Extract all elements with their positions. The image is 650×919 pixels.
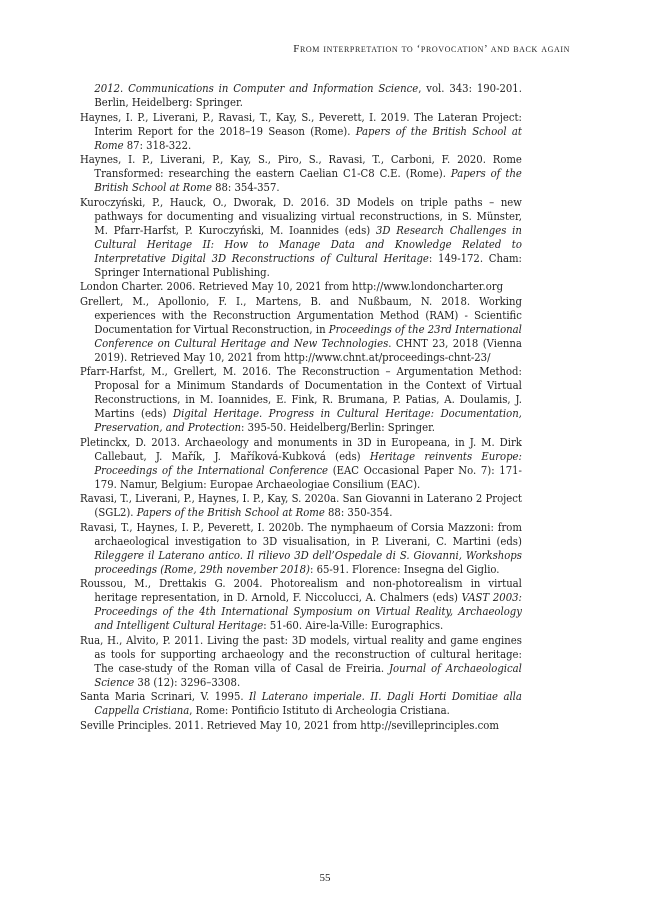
reference-entry (80, 521, 522, 577)
reference-title-italic: Il Laterano imperiale. II. Dagli Horti Domitiae alla Cappella Cristiana (94, 690, 522, 717)
reference-title-italic: Rileggere il Laterano antico. Il rilievo 3D dell’Ospedale di S. Giovanni, Workshops proceedings (Rome, 29th november 2018) (94, 548, 522, 576)
reference-entry (80, 111, 522, 153)
reference-entry (80, 634, 522, 690)
reference-title-italic: VAST 2003: Proceedings of the 4th International Symposium on Virtual Reality, Archaeology and Intelligent Cultural Heritage (94, 591, 522, 632)
reference-title-italic: Papers of the British School at Rome (94, 124, 522, 152)
reference-title-italic: Proceedings of the 23rd International Conference on Cultural Heritage and New Technologies (94, 322, 522, 350)
reference-text: : 65-91. Florence: Insegna del Giglio. (309, 562, 500, 576)
reference-text: Roussou, M., Drettakis G. 2004. Photorealism and non-photorealism in virtual heritage representation, in D. Arnold, F. Niccolucci, A. Chalmers (eds) (80, 577, 522, 604)
reference-text: 88: 350-354. (324, 506, 393, 519)
reference-title-italic: Heritage reinvents Europe: Proceedings of the International Conference (94, 449, 522, 477)
reference-text: (EAC Occasional Paper No. 7): 171-179. Namur, Belgium: Europae Archaeologiae Consilium (EAC). (94, 463, 522, 491)
reference-text: : 51-60. Aire-la-Ville: Eurographics. (263, 619, 444, 632)
reference-text: London Charter. 2006. Retrieved May 10, 2021 from http://www.londoncharter.org (80, 280, 504, 293)
reference-text: , Rome: Pontificio Istituto di Archeologia Cristiana. (189, 704, 450, 717)
reference-text: Ravasi, T., Haynes, I. P., Peverett, I. 2020b. The nymphaeum of Corsia Mazzoni: from archaeological investigation to 3D visualisation, in P. Liverani, C. Martini (eds) (80, 520, 522, 548)
running-head: From interpretation to ‘provocation’ and back again (293, 43, 570, 55)
reference-text: Ravasi, T., Liverani, P., Haynes, I. P., Kay, S. 2020a. San Giovanni in Laterano 2 Project (SGL2). (80, 492, 522, 519)
reference-text: , vol. 343: 190-201. Berlin, Heidelberg: Springer. (94, 82, 522, 109)
reference-text: Seville Principles. 2011. Retrieved May 10, 2021 from http://sevilleprinciples.com (80, 718, 499, 732)
reference-text: . CHNT 23, 2018 (Vienna 2019). Retrieved May 10, 2021 from http://www.chnt.at/proceedings-chnt-23/ (94, 336, 522, 364)
reference-text: : 149-172. Cham: Springer International Publishing. (94, 251, 522, 279)
reference-title-italic: Papers of the British School at Rome (94, 167, 522, 194)
reference-entry (80, 365, 522, 435)
reference-entry (80, 492, 522, 520)
page-number: 55 (319, 872, 331, 884)
reference-title-italic: Papers of the British School at Rome (136, 506, 325, 519)
reference-entry (80, 719, 522, 733)
reference-title-italic: 3D Research Challenges in Cultural Heritage II: How to Manage Data and Knowledge Related to Interpretative Digital 3D Reconstructions of Cultural Heritage (94, 223, 522, 265)
reference-title-italic: Digital Heritage. Progress in Cultural Heritage: Documentation, Preservation, and Protection (94, 407, 522, 434)
reference-title-italic: 2012. Communications in Computer and Information Science (94, 82, 419, 95)
reference-text: : 395-50. Heidelberg/Berlin: Springer. (241, 421, 435, 434)
reference-entry (80, 280, 522, 294)
reference-entry (80, 577, 522, 633)
reference-text: Kuroczyński, P., Hauck, O., Dworak, D. 2016. 3D Models on triple paths – new pathways for documenting and visualizing virtual reconstructions, in S. Münster, M. Pfarr-Harfst, P. Kuroczyński, M. Ioannides (eds) (80, 195, 522, 237)
reference-entry (80, 690, 522, 718)
reference-continuation (80, 82, 522, 110)
reference-text: Pfarr-Harfst, M., Grellert, M. 2016. The Reconstruction – Argumentation Method: Proposal for a Minimum Standards of Documentation in the Context of Virtual Reconstructions, in M. Ioannides, E. Fink, R. Brumana, P. Patias, A. Doulamis, J. Martins (eds) (80, 365, 522, 420)
reference-text: Haynes, I. P., Liverani, P., Ravasi, T., Kay, S., Peverett, I. 2019. The Lateran Project: Interim Report for the 2018–19 Season (Rome). (80, 110, 522, 138)
reference-title-italic: Journal of Archaeological Science (94, 661, 522, 689)
reference-text: Rua, H., Alvito, P. 2011. Living the past: 3D models, virtual reality and game engines as tools for supporting archaeology and the reconstruction of cultural heritage: The case-study of the Roman villa of Casal de Freiria. (80, 633, 522, 675)
reference-text: 87: 318-322. (123, 138, 192, 152)
reference-entry (80, 153, 522, 195)
reference-text: 88: 354-357. (211, 181, 280, 194)
reference-list (80, 82, 522, 733)
reference-entry (80, 295, 522, 365)
reference-text: Haynes, I. P., Liverani, P., Kay, S., Piro, S., Ravasi, T., Carboni, F. 2020. Rome Transformed: researching the eastern Caelian C1-C8 C.E. (Rome). (80, 153, 522, 180)
reference-text: Grellert, M., Apollonio, F. I., Martens, B. and Nußbaum, N. 2018. Working experiences with the Reconstruction Argumentation Method (RAM) - Scientific Documentation for Virtual Reconstruction, in (80, 294, 522, 336)
reference-text: Pletinckx, D. 2013. Archaeology and monuments in 3D in Europeana, in J. M. Dirk Callebaut, J. Mařík, J. Maříková-Kubková (eds) (80, 435, 522, 463)
reference-entry (80, 436, 522, 492)
reference-entry (80, 196, 522, 280)
reference-text: Santa Maria Scrinari, V. 1995. (80, 690, 250, 703)
reference-text: 38 (12): 3296–3308. (134, 675, 241, 689)
